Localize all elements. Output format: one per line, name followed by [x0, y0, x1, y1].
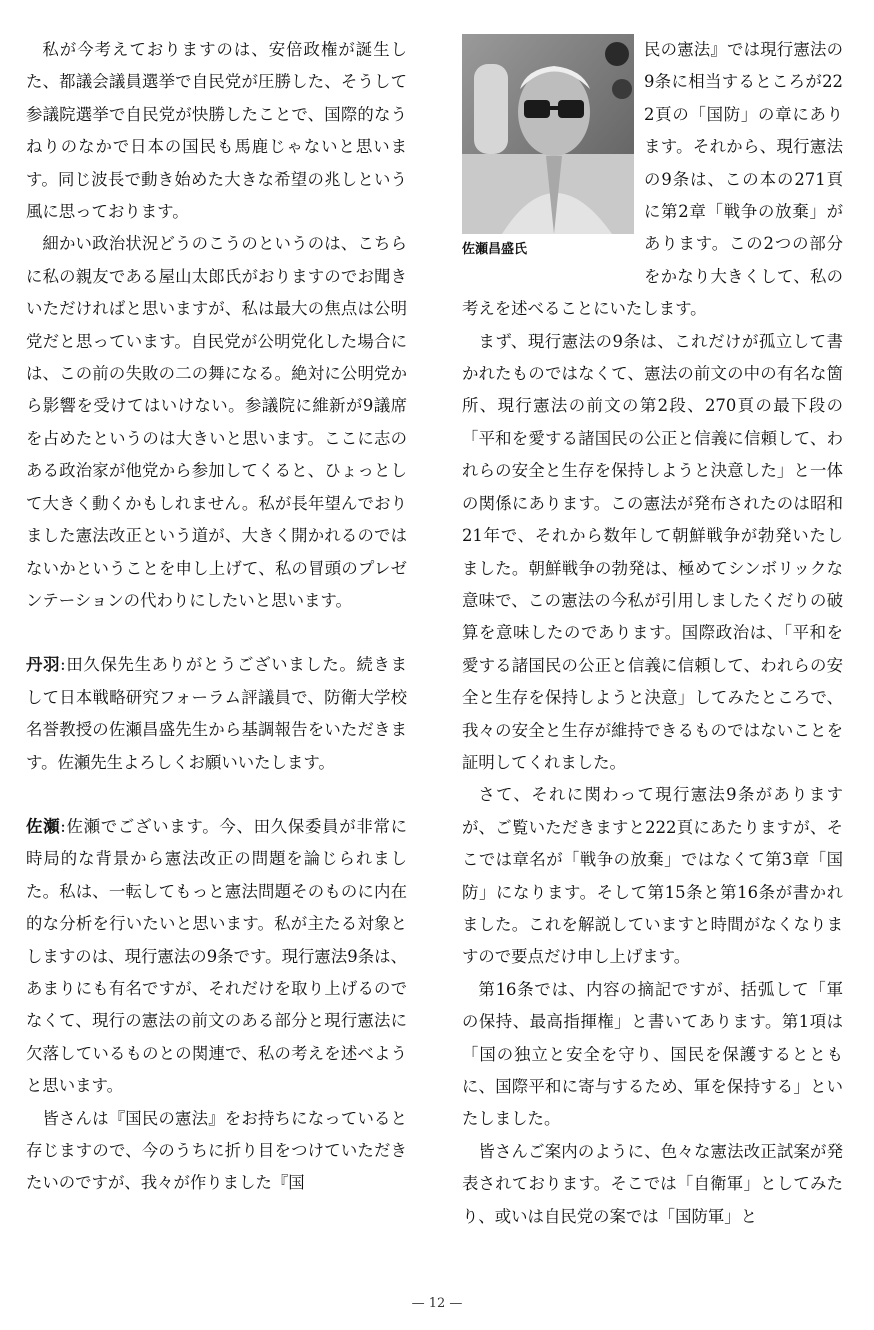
speaker-text: :佐瀬でございます。今、田久保委員が非常に時局的な背景から憲法改正の問題を論じられました。私は、一転してもっと憲法問題そのものに内在的な分析を行いたいと思います。私が主たる対象としますのは、現行憲法の9条です。現行憲法9条は、あまりにも有名ですが、それだけを取り上げるのでなくて、現行の憲法の前文のある部分と現行憲法に欠落しているものとの関連で、私の考えを述べようと思います。: [26, 816, 408, 1096]
right-column: [462, 34, 843, 1233]
paragraph-gap: [26, 779, 407, 811]
left-column: [26, 34, 407, 1200]
paragraph: さて、それに関わって現行憲法9条がありますが、ご覧いただきますと222頁にあたりますが、そこでは章名が「戦争の放棄」ではなくて第3章「国防」になります。そして第15条と第16条が書かれました。これを解説していますと時間がなくなりますので要点だけ申し上げます。: [462, 785, 843, 967]
paragraph: 第16条では、内容の摘記ですが、括弧して「軍の保持、最高指揮権」と書いてあります。第1項は「国の独立と安全を守り、国民を保護するとともに、国際平和に寄与するため、軍を保持する」といたしました。: [462, 979, 843, 1129]
paragraph: 皆さんご案内のように、色々な憲法改正試案が発表されております。そこでは「自衛軍」としてみたり、或いは自民党の案では「国防軍」と: [462, 1141, 843, 1226]
paragraph: まず、現行憲法の9条は、これだけが孤立して書かれたものではなくて、憲法の前文の中の有名な箇所、現行憲法の前文の第2段、270頁の最下段の「平和を愛する諸国民の公正と信義に信頼して、われらの安全と生存を保持しようと決意した」と一体の関係にあります。この憲法が発布されたのは昭和21年で、それから数年して朝鮮戦争が勃発いたしました。朝鮮戦争の勃発は、極めてシンボリックな意味で、この憲法の今私が引用しましたくだりの破算を意味したのであります。国際政治は、「平和を愛する諸国民の公正と信義に信頼して、われらの安全と生存を保持しようと決意」してみたところで、我々の安全と生存が維持できるものではないことを証明してくれました。: [462, 331, 843, 772]
speaker-paragraph: [26, 649, 407, 779]
speaker-text: :田久保先生ありがとうございました。続きまして日本戦略研究フォーラム評議員で、防衛大学校名誉教授の佐瀬昌盛先生から基調報告をいただきます。佐瀬先生よろしくお願いいたします。: [26, 655, 407, 772]
paragraph: 民の憲法』では現行憲法の9条に相当するところが222頁の「国防」の章にあります。それから、現行憲法の9条は、この本の271頁に第2章「戦争の放棄」があります。この2つの部分をかなり大きくして、私の考えを述べることにいたします。: [462, 40, 843, 319]
paragraph: 皆さんは『国民の憲法』をお持ちになっていると存じますので、今のうちに折り目をつけていただきたいのですが、我々が作りました『国: [26, 1108, 407, 1193]
speaker-name: 丹羽: [26, 655, 61, 675]
speaker-paragraph: [26, 811, 407, 1103]
photo-caption: 佐瀬昌盛氏: [462, 242, 528, 257]
paragraph-gap: [26, 617, 407, 649]
paragraph: 細かい政治状況どうのこうのというのは、こちらに私の親友である屋山太郎氏がおりますのでお聞きいただければと思いますが、私は最大の焦点は公明党だと思っています。自民党が公明党化した場合には、この前の失敗の二の舞になる。絶対に公明党から影響を受けてはいけない。参議院に維新が9議席を占めたというのは大きいと思います。ここに志のある政治家が他党から参加してくると、ひょっとして大きく動くかもしれません。私が長年望んでおりました憲法改正という道が、大きく開かれるのではないかということを申し上げて、私の冒頭のプレゼンテーションの代わりにしたいと思います。: [26, 234, 407, 610]
paragraph: 私が今考えておりますのは、安倍政権が誕生した、都議会議員選挙で自民党が圧勝した、そうして参議院選挙で自民党が快勝したことで、国際的なうねりのなかで日本の国民も馬鹿じゃないと思います。同じ波長で動き始めた大きな希望の兆しという風に思っております。: [26, 40, 407, 222]
portrait-photo: [462, 34, 634, 234]
speaker-name: 佐瀬: [26, 816, 61, 836]
portrait-figure: [462, 34, 634, 260]
page-number: — 12 —: [411, 1296, 463, 1311]
